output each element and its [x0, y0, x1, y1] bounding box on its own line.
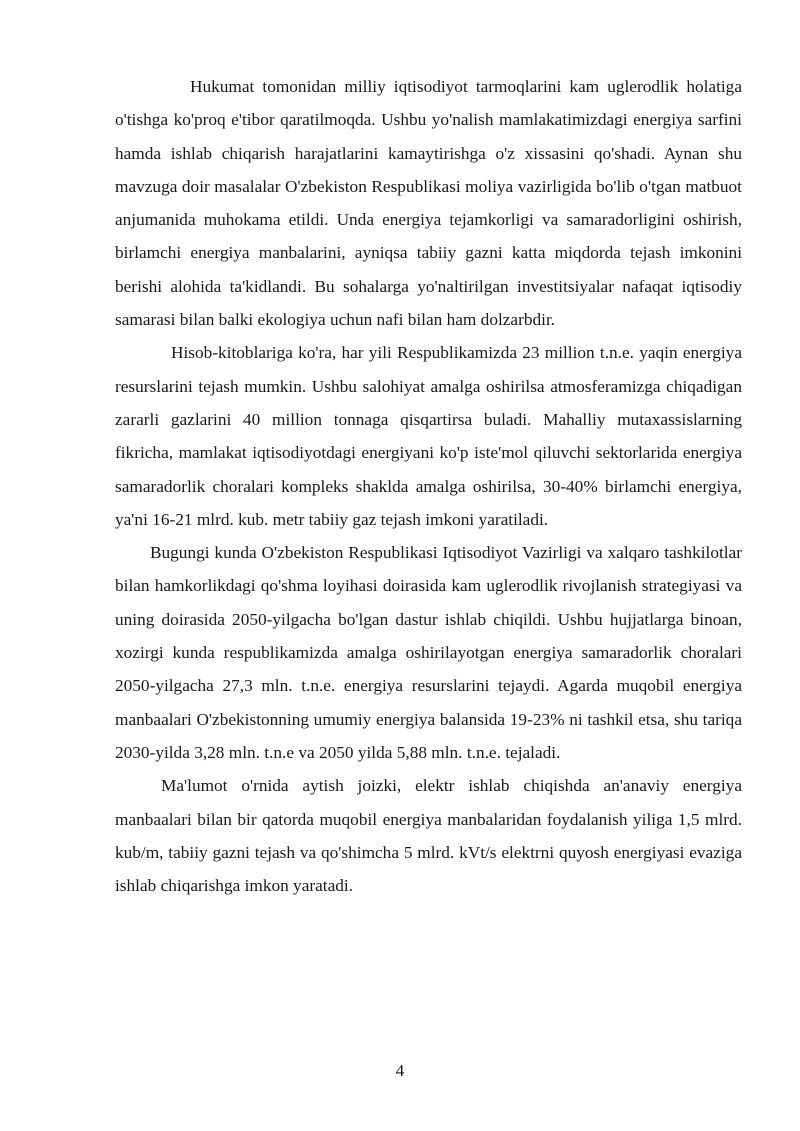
paragraph: Hukumat tomonidan milliy iqtisodiyot tarmoqlarini kam uglerodlik holatiga o'tishga ko'proq e'tibor qaratilmoqda. Ushbu yo'nalish mamlakatimizdagi energiya sarfini hamda ishlab chiqarish harajatlarini kamaytirishga o'z xissasini qo'shadi. Aynan shu mavzuga doir masalalar O'zbekiston Respublikasi moliya vazirligida bo'lib o'tgan matbuot anjumanida muhokama etildi. Unda energiya tejamkorligi va samaradorligini oshirish, birlamchi energiya manbalarini, ayniqsa tabiiy gazni katta miqdorda tejash imkonini berishi alohida ta'kidlandi. Bu sohalarga yo'naltirilgan investitsiyalar nafaqat iqtisodiy samarasi bilan balki ekologiya uchun nafi bilan ham dolzarbdir. [115, 77, 742, 330]
paragraph: Ma'lumot o'rnida aytish joizki, elektr ishlab chiqishda an'anaviy energiya manbaalari bilan bir qatorda muqobil energiya manbalaridan foydalanish yiliga 1,5 mlrd. kub/m, tabiiy gazni tejash va qo'shimcha 5 mlrd. kVt/s elektrni quyosh energiyasi evaziga ishlab chiqarishga imkon yaratadi. [115, 776, 742, 896]
paragraph: Bugungi kunda O'zbekiston Respublikasi Iqtisodiyot Vazirligi va xalqaro tashkilotlar bilan hamkorlikdagi qo'shma loyihasi doirasida kam uglerodlik rivojlanish strategiyasi va uning doirasida 2050-yilgacha bo'lgan dastur ishlab chiqildi. Ushbu hujjatlarga binoan, xozirgi kunda respublikamizda amalga oshirilayotgan energiya samaradorlik choralari 2050-yilgacha 27,3 mln. t.n.e. energiya resurslarini tejaydi. Agarda muqobil energiya manbaalari O'zbekistonning umumiy energiya balansida 19-23% ni tashkil etsa, shu tariqa 2030-yilda 3,28 mln. t.n.e va 2050 yilda 5,88 mln. t.n.e. tejaladi. [115, 543, 742, 762]
document-body [115, 70, 742, 902]
paragraph: Hisob-kitoblariga ko'ra, har yili Respublikamizda 23 million t.n.e. yaqin energiya resurslarini tejash mumkin. Ushbu salohiyat amalga oshirilsa atmosferamizga chiqadigan zararli gazlarini 40 million tonnaga qisqartirsa buladi. Mahalliy mutaxassislarning fikricha, mamlakat iqtisodiyotdagi energiyani ko'p iste'mol qiluvchi sektorlarida energiya samaradorlik choralari kompleks shaklda amalga oshirilsa, 30-40% birlamchi energiya, ya'ni 16-21 mlrd. kub. metr tabiiy gaz tejash imkoni yaratiladi. [115, 343, 742, 529]
page-number: 4 [395, 1061, 405, 1080]
